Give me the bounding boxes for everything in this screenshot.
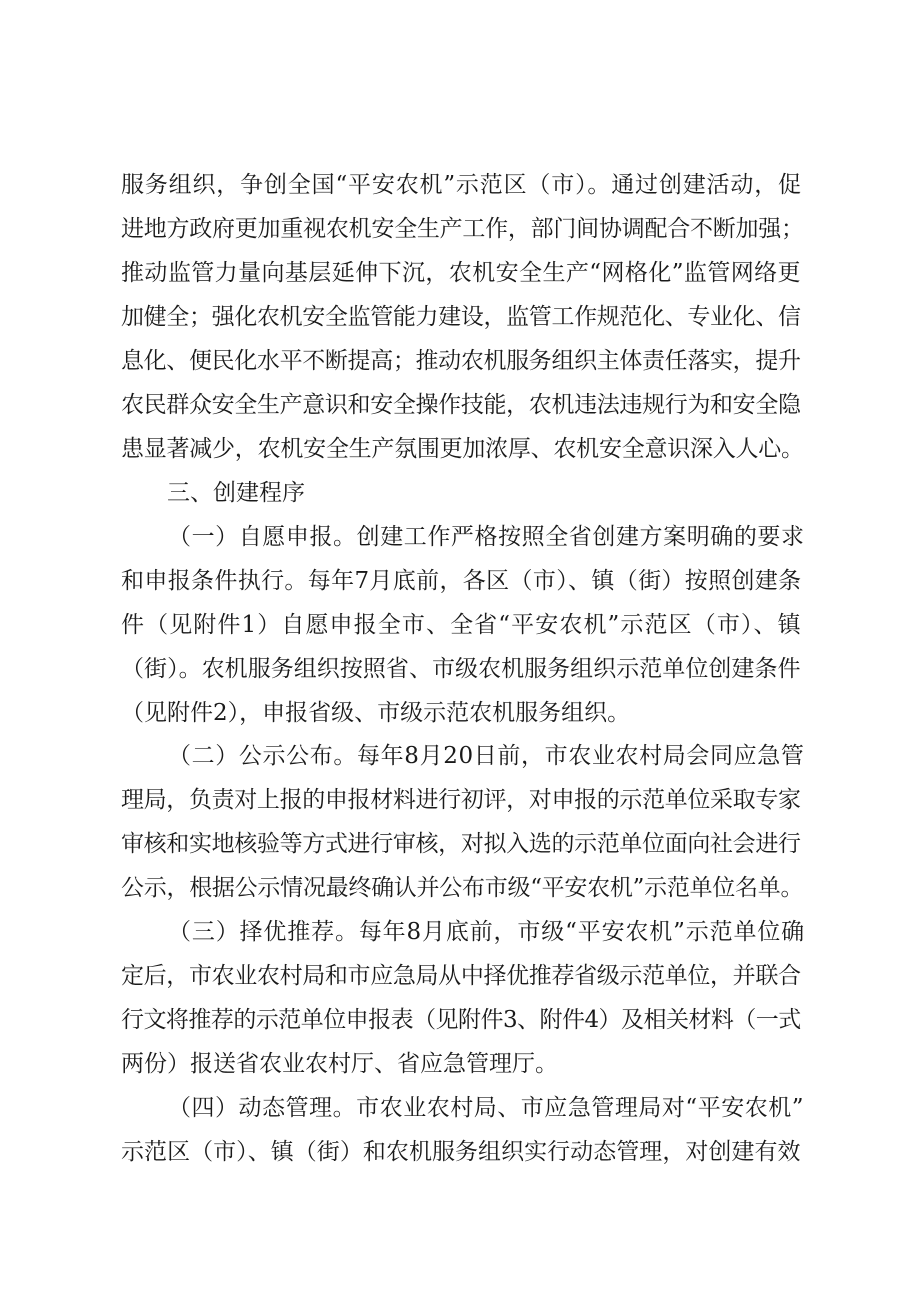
body-text-line: 推动监管力量向基层延伸下沉，农机安全生产“网格化”监管网络更 — [121, 260, 801, 286]
body-text-line: （见附件2），申报省级、市级示范农机服务组织。 — [121, 700, 631, 726]
body-text-line: 定后，市农业农村局和市应急局从中择优推荐省级示范单位，并联合 — [121, 963, 801, 989]
body-text-line: 两份）报送省农业农村厅、省应急管理厅。 — [121, 1051, 558, 1077]
body-text-line: 示范区（市）、镇（街）和农机服务组织实行动态管理，对创建有效 — [121, 1139, 801, 1165]
body-text-line: （街）。农机服务组织按照省、市级农机服务组织示范单位创建条件 — [121, 656, 801, 682]
body-text-line: 件（见附件1）自愿申报全市、全省“平安农机”示范区（市）、镇 — [121, 612, 802, 638]
body-text-line: 农民群众安全生产意识和安全操作技能，农机违法违规行为和安全隐 — [121, 392, 801, 418]
body-text-line: （四）动态管理。市农业农村局、市应急管理局对“平安农机” — [168, 1095, 805, 1121]
body-text-line: 审核和实地核验等方式进行审核，对拟入选的示范单位面向社会进行 — [121, 831, 801, 857]
body-text-line: （二）公示公布。每年8月20日前，市农业农村局会同应急管 — [168, 743, 805, 769]
body-text-line: 行文将推荐的示范单位申报表（见附件3、附件4）及相关材料（一式 — [121, 1007, 801, 1033]
body-text-line: 加健全；强化农机安全监管能力建设，监管工作规范化、专业化、信 — [121, 304, 801, 330]
body-text-line: 息化、便民化水平不断提高；推动农机服务组织主体责任落实，提升 — [121, 348, 801, 374]
section-heading: 三、创建程序 — [167, 480, 305, 506]
body-text-line: （三）择优推荐。每年8月底前，市级“平安农机”示范单位确 — [168, 919, 806, 945]
body-text-line: （一）自愿申报。创建工作严格按照全省创建方案明确的要求 — [168, 524, 805, 550]
body-text-line: 和申报条件执行。每年7月底前，各区（市）、镇（街）按照创建条 — [121, 568, 802, 594]
body-text-line: 服务组织，争创全国“平安农机”示范区（市）。通过创建活动，促 — [121, 172, 802, 198]
body-text-line: 患显著减少，农机安全生产氛围更加浓厚、农机安全意识深入人心。 — [121, 436, 804, 462]
body-text-line: 公示，根据公示情况最终确认并公布市级“平安农机”示范单位名单。 — [121, 875, 804, 901]
body-text-line: 进地方政府更加重视农机安全生产工作，部门间协调配合不断加强； — [121, 216, 804, 242]
body-text-line: 理局，负责对上报的申报材料进行初评，对申报的示范单位采取专家 — [121, 787, 801, 813]
